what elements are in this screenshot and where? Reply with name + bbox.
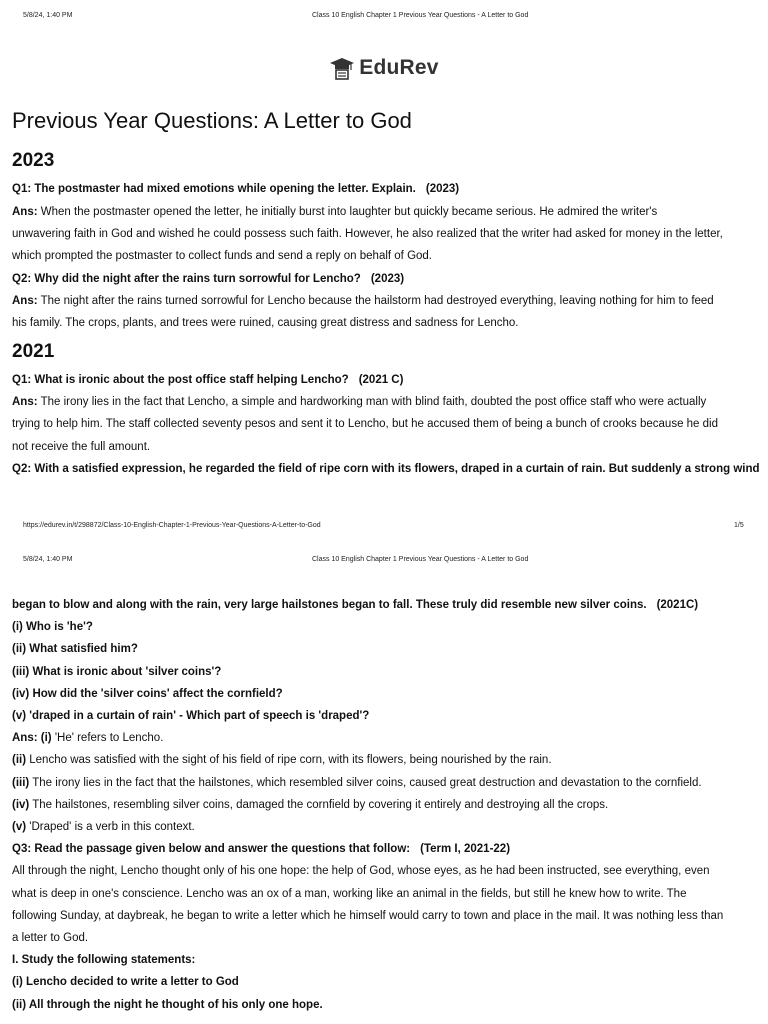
year-heading-2023: 2023 [12, 150, 55, 171]
print-header-title: Class 10 English Chapter 1 Previous Year Questions - A Letter to God [312, 12, 529, 19]
answer-2023-q1: Ans: When the postmaster opened the letter, he initially burst into laughter but quickly became serious. He admired the writer's [12, 206, 658, 218]
sub-question: (ii) What satisfied him? [12, 643, 138, 655]
answer-2023-q1-cont: unwavering faith in God and wished he could possess such faith. However, he also realized that the writer had asked for money in the letter, [12, 228, 723, 240]
passage-line: a letter to God. [12, 932, 89, 944]
passage-line: All through the night, Lencho thought only of his one hope: the help of God, whose eyes, as he had been instructed, see everything, even [12, 865, 710, 877]
answer-2021-q1-cont: trying to help him. The staff collected seventy pesos and sent it to Lencho, but he accused them of being a bunch of crooks because he did [12, 418, 718, 430]
print-footer-page: 1/5 [734, 522, 744, 529]
passage-line: what is deep in one's conscience. Lencho was an ox of a man, working like an animal in the fields, but still he knew how to write. The [12, 888, 687, 900]
answer-2023-q2: Ans: The night after the rains turned sorrowful for Lencho because the hailstorm had destroyed everything, leaving nothing for him to feed [12, 295, 714, 307]
answer-2023-q1-cont: which prompted the postmaster to collect funds and send a reply on behalf of God. [12, 250, 432, 262]
print-header-date: 5/8/24, 1:40 PM [23, 12, 73, 19]
print-header-title: Class 10 English Chapter 1 Previous Year Questions - A Letter to God [312, 556, 529, 563]
question-2021-q2-cont: began to blow and along with the rain, very large hailstones began to fall. These truly did resemble new silver coins. (2021C) [12, 599, 699, 611]
sub-question: (iv) How did the 'silver coins' affect the cornfield? [12, 688, 283, 700]
answer-2021-q1-cont: not receive the full amount. [12, 441, 151, 453]
print-header-date: 5/8/24, 1:40 PM [23, 556, 73, 563]
study-heading: I. Study the following statements: [12, 954, 196, 966]
passage-line: following Sunday, at daybreak, he began to write a letter which he himself would carry to town and place in the mail. It was nothing less than [12, 910, 724, 922]
print-footer-url: https://edurev.in/t/298872/Class-10-English-Chapter-1-Previous-Year-Questions-A-Letter-to-God [23, 522, 321, 529]
answer-item: (iii) The irony lies in the fact that the hailstones, which resembled silver coins, caused great destruction and devastation to the cornfield. [12, 777, 702, 789]
question-2021-q1: Q1: What is ironic about the post office staff helping Lencho? (2021 C) [12, 374, 404, 386]
question-2023-q1: Q1: The postmaster had mixed emotions while opening the letter. Explain. (2023) [12, 183, 460, 195]
question-2021-q2: Q2: With a satisfied expression, he regarded the field of ripe corn with its flowers, draped in a curtain of rain. But suddenly a strong wind [12, 463, 760, 475]
statement-item: (i) Lencho decided to write a letter to God [12, 976, 239, 988]
edurev-logo [0, 55, 768, 86]
question-q3: Q3: Read the passage given below and answer the questions that follow: (Term I, 2021-22) [12, 843, 511, 855]
answer-2023-q2-cont: his family. The crops, plants, and trees were ruined, causing great distress and sadness for Lencho. [12, 317, 519, 329]
sub-question: (v) 'draped in a curtain of rain' - Which part of speech is 'draped'? [12, 710, 370, 722]
sub-question: (iii) What is ironic about 'silver coins'? [12, 666, 222, 678]
answer-2021-q1: Ans: The irony lies in the fact that Lencho, a simple and hardworking man with blind faith, doubted the post office staff who were actually [12, 396, 707, 408]
brand-name: EduRev [359, 56, 439, 79]
answer-item: (iv) The hailstones, resembling silver coins, damaged the cornfield by covering it entirely and destroying all the crops. [12, 799, 609, 811]
page-title: Previous Year Questions: A Letter to God [12, 108, 412, 133]
answer-item: (v) 'Draped' is a verb in this context. [12, 821, 195, 833]
year-heading-2021: 2021 [12, 341, 55, 362]
answer-item: Ans: (i) 'He' refers to Lencho. [12, 732, 164, 744]
graduation-cap-icon [329, 55, 355, 81]
sub-question: (i) Who is 'he'? [12, 621, 93, 633]
question-2023-q2: Q2: Why did the night after the rains turn sorrowful for Lencho? (2023) [12, 273, 405, 285]
answer-item: (ii) Lencho was satisfied with the sight of his field of ripe corn, with its flowers, being nourished by the rain. [12, 754, 552, 766]
statement-item: (ii) All through the night he thought of his only one hope. [12, 999, 323, 1011]
